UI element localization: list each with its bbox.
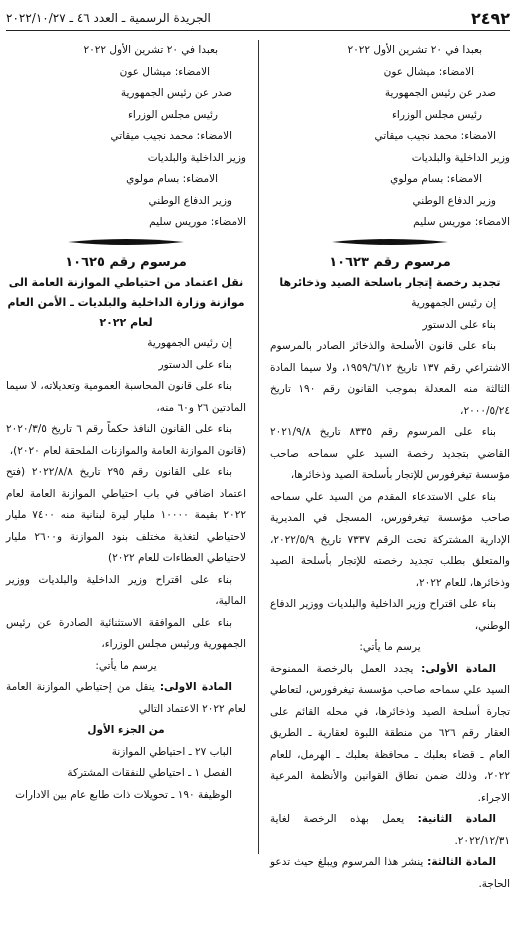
signature-block-right — [270, 40, 510, 234]
sig-interior: الامضاء: بسام مولوي — [126, 173, 218, 185]
sig-defense-title: وزير الدفاع الوطني — [148, 194, 232, 207]
article-3-label: المادة الثالثة: — [427, 856, 496, 868]
page-number: ٢٤٩٢ — [470, 8, 510, 28]
sig-defense: الامضاء: موريس سليم — [413, 216, 510, 228]
decree-subtitle: نقل اعتماد من احتياطي الموازنة العامة الى موازنة وزارة الداخلية والبلديات ـ الأمن العام لعام ٢٠٢٢ — [7, 276, 245, 329]
sig-date: بعبدا في ٢٠ تشرين الأول ٢٠٢٢ — [347, 44, 482, 56]
signature-block-left — [6, 40, 246, 234]
article-1-label: المادة الاولى: — [159, 681, 232, 693]
preamble-line: بناء على الدستور — [158, 358, 232, 371]
article-2-text: يعمل بهذه الرخصة لغاية ٢٠٢٢/١٢/٣١. — [270, 813, 510, 847]
preamble-line: بناء على الموافقة الاستثنائية الصادرة عن رئيس الجمهورية ورئيس مجلس الوزراء، — [6, 616, 246, 650]
preamble-line: بناء على اقتراح وزير الداخلية والبلديات ووزير الدفاع الوطني، — [270, 598, 510, 632]
ornament-divider — [66, 236, 186, 248]
preamble-line: إن رئيس الجمهورية — [147, 337, 232, 349]
article-3-text: ينشر هذا المرسوم ويبلغ حيث تدعو الحاجة. — [270, 856, 510, 890]
preamble-line: بناء على قانون المحاسبة العمومية وتعديلاته، لا سيما المادتين ٢٦ و٦٠ منه، — [6, 380, 246, 414]
sig-pm-title: رئيس مجلس الوزراء — [391, 108, 482, 121]
sig-pm-title: رئيس مجلس الوزراء — [127, 108, 218, 121]
preamble-line: بناء على اقتراح وزير الداخلية والبلديات ووزير المالية، — [6, 573, 246, 607]
decree-clause: يرسم ما يأتي: — [95, 659, 157, 672]
right-column — [270, 40, 510, 895]
decree-clause: يرسم ما يأتي: — [359, 641, 421, 653]
column-divider — [258, 40, 259, 854]
page-header — [6, 6, 510, 31]
sig-date: بعبدا في ٢٠ تشرين الأول ٢٠٢٢ — [83, 44, 218, 56]
article-1-label: المادة الأولى: — [421, 662, 496, 675]
gazette-header-title: الجريدة الرسمية ـ العدد ٤٦ ـ ٢٠٢٢/١٠/٢٧ — [6, 11, 211, 25]
budget-item: الوظيفة ١٩٠ ـ تحويلات ذات طابع عام بين الادارات — [15, 788, 232, 801]
sig-pm: الامضاء: محمد نجيب ميقاتي — [374, 130, 496, 142]
sig-issued-by: صدر عن رئيس الجمهورية — [120, 87, 232, 99]
preamble-line: بناء على الدستور — [422, 318, 496, 331]
budget-item: الباب ٢٧ ـ احتياطي الموازنة — [111, 745, 232, 758]
article-1-text: ينقل من إحتياطي الموازنة العامة لعام ٢٠٢٢ الاعتماد التالي — [6, 681, 246, 715]
decree-title: مرسوم رقم ١٠٦٢٥ — [65, 254, 187, 270]
preamble-line: بناء على القانون رقم ٢٩٥ تاريخ ٢٠٢٢/٨/٨ (فتح اعتماد اضافي في باب احتياطي الموازنة العامة لعام ٢٠٢٢ بقيمة ١٠٠٠٠ مليار ليرة لبنانية منه ٧٤٠٠ مليار لاحتياطي لتغذية مختلف بنود الموازنة و٢٦٠٠ مليار لاحتياطي العطاءات للعام ٢٠٢٢) — [6, 466, 246, 564]
sig-pm: الامضاء: محمد نجيب ميقاتي — [110, 130, 232, 142]
sig-defense-title: وزير الدفاع الوطني — [412, 194, 496, 207]
preamble-line: بناء على المرسوم رقم ٨٣٣٥ تاريخ ٢٠٢١/٩/٨ القاضي بتجديد رخصة السيد علي سماحه صاحب مؤسسة تيغرفورس للإتجار بأسلحة الصيد وذخائرها، — [270, 426, 510, 481]
ornament-divider — [330, 236, 450, 248]
preamble-line: بناء على الاستدعاء المقدم من السيد علي سماحه صاحب مؤسسة تيغرفورس، المسجل في المديرية الإدارية المشتركة تحت الرقم ٧٣٣٧ تاريخ ٢٠٢٢/٥/٩، والمتعلق بطلب تجديد رخصته للإتجار بأسلحة الصيد وذخائرها، للعام ٢٠٢٢، — [270, 490, 510, 589]
sig-president: الامضاء: ميشال عون — [119, 65, 210, 78]
left-column — [6, 40, 246, 806]
article-1 — [6, 677, 246, 720]
preamble-line: بناء على القانون النافذ حكماً رقم ٦ تاريخ ٢٠٢٠/٣/٥ (قانون الموازنة العامة والموازنات الملحقة لعام ٢٠٢٠)، — [6, 423, 246, 457]
decree-subtitle: تجديد رخصة إتجار باسلحة الصيد وذخائرها — [279, 276, 501, 289]
decree-title: مرسوم رقم ١٠٦٢٣ — [329, 254, 451, 270]
sig-interior-title: وزير الداخلية والبلديات — [147, 151, 246, 164]
preamble-line: إن رئيس الجمهورية — [411, 297, 496, 309]
article-2-label: المادة الثانية: — [417, 813, 496, 825]
sig-interior-title: وزير الداخلية والبلديات — [411, 151, 510, 164]
budget-item: الفصل ١ ـ احتياطي للنفقات المشتركة — [67, 767, 232, 779]
sig-interior: الامضاء: بسام مولوي — [390, 173, 482, 185]
sig-defense: الامضاء: موريس سليم — [149, 216, 246, 228]
sig-issued-by: صدر عن رئيس الجمهورية — [384, 87, 496, 99]
article-1 — [270, 659, 510, 810]
part-title: من الجزء الأول — [87, 724, 165, 736]
preamble-line: بناء على قانون الأسلحة والذخائر الصادر بالمرسوم الاشتراعي رقم ١٣٧ تاريخ ١٩٥٩/٦/١٢، ولا سيما المادة الثالثة منه المعدلة بموجب القانون رقم ١٩٠ تاريخ ٢٠٠٠/٥/٢٤، — [270, 340, 510, 417]
article-1-text: يجدد العمل بالرخصة الممنوحة السيد علي سماحه صاحب مؤسسة تيغرفورس، لتعاطي تجارة أسلحة الصيد وذخائرها، في محله القائم على العقار رقم ٦٢٦ من منطقة اللبوة لعقارية ـ الطريق العام ـ قضاء بعلبك ـ محافظة بعلبك ـ الهرمل، للعام ٢٠٢٢، وذلك ضمن نطاق القوانين والأنظمة المرعية الاجراء. — [270, 662, 510, 804]
article-3 — [270, 852, 510, 895]
article-2 — [270, 809, 510, 852]
sig-president: الامضاء: ميشال عون — [383, 65, 474, 78]
